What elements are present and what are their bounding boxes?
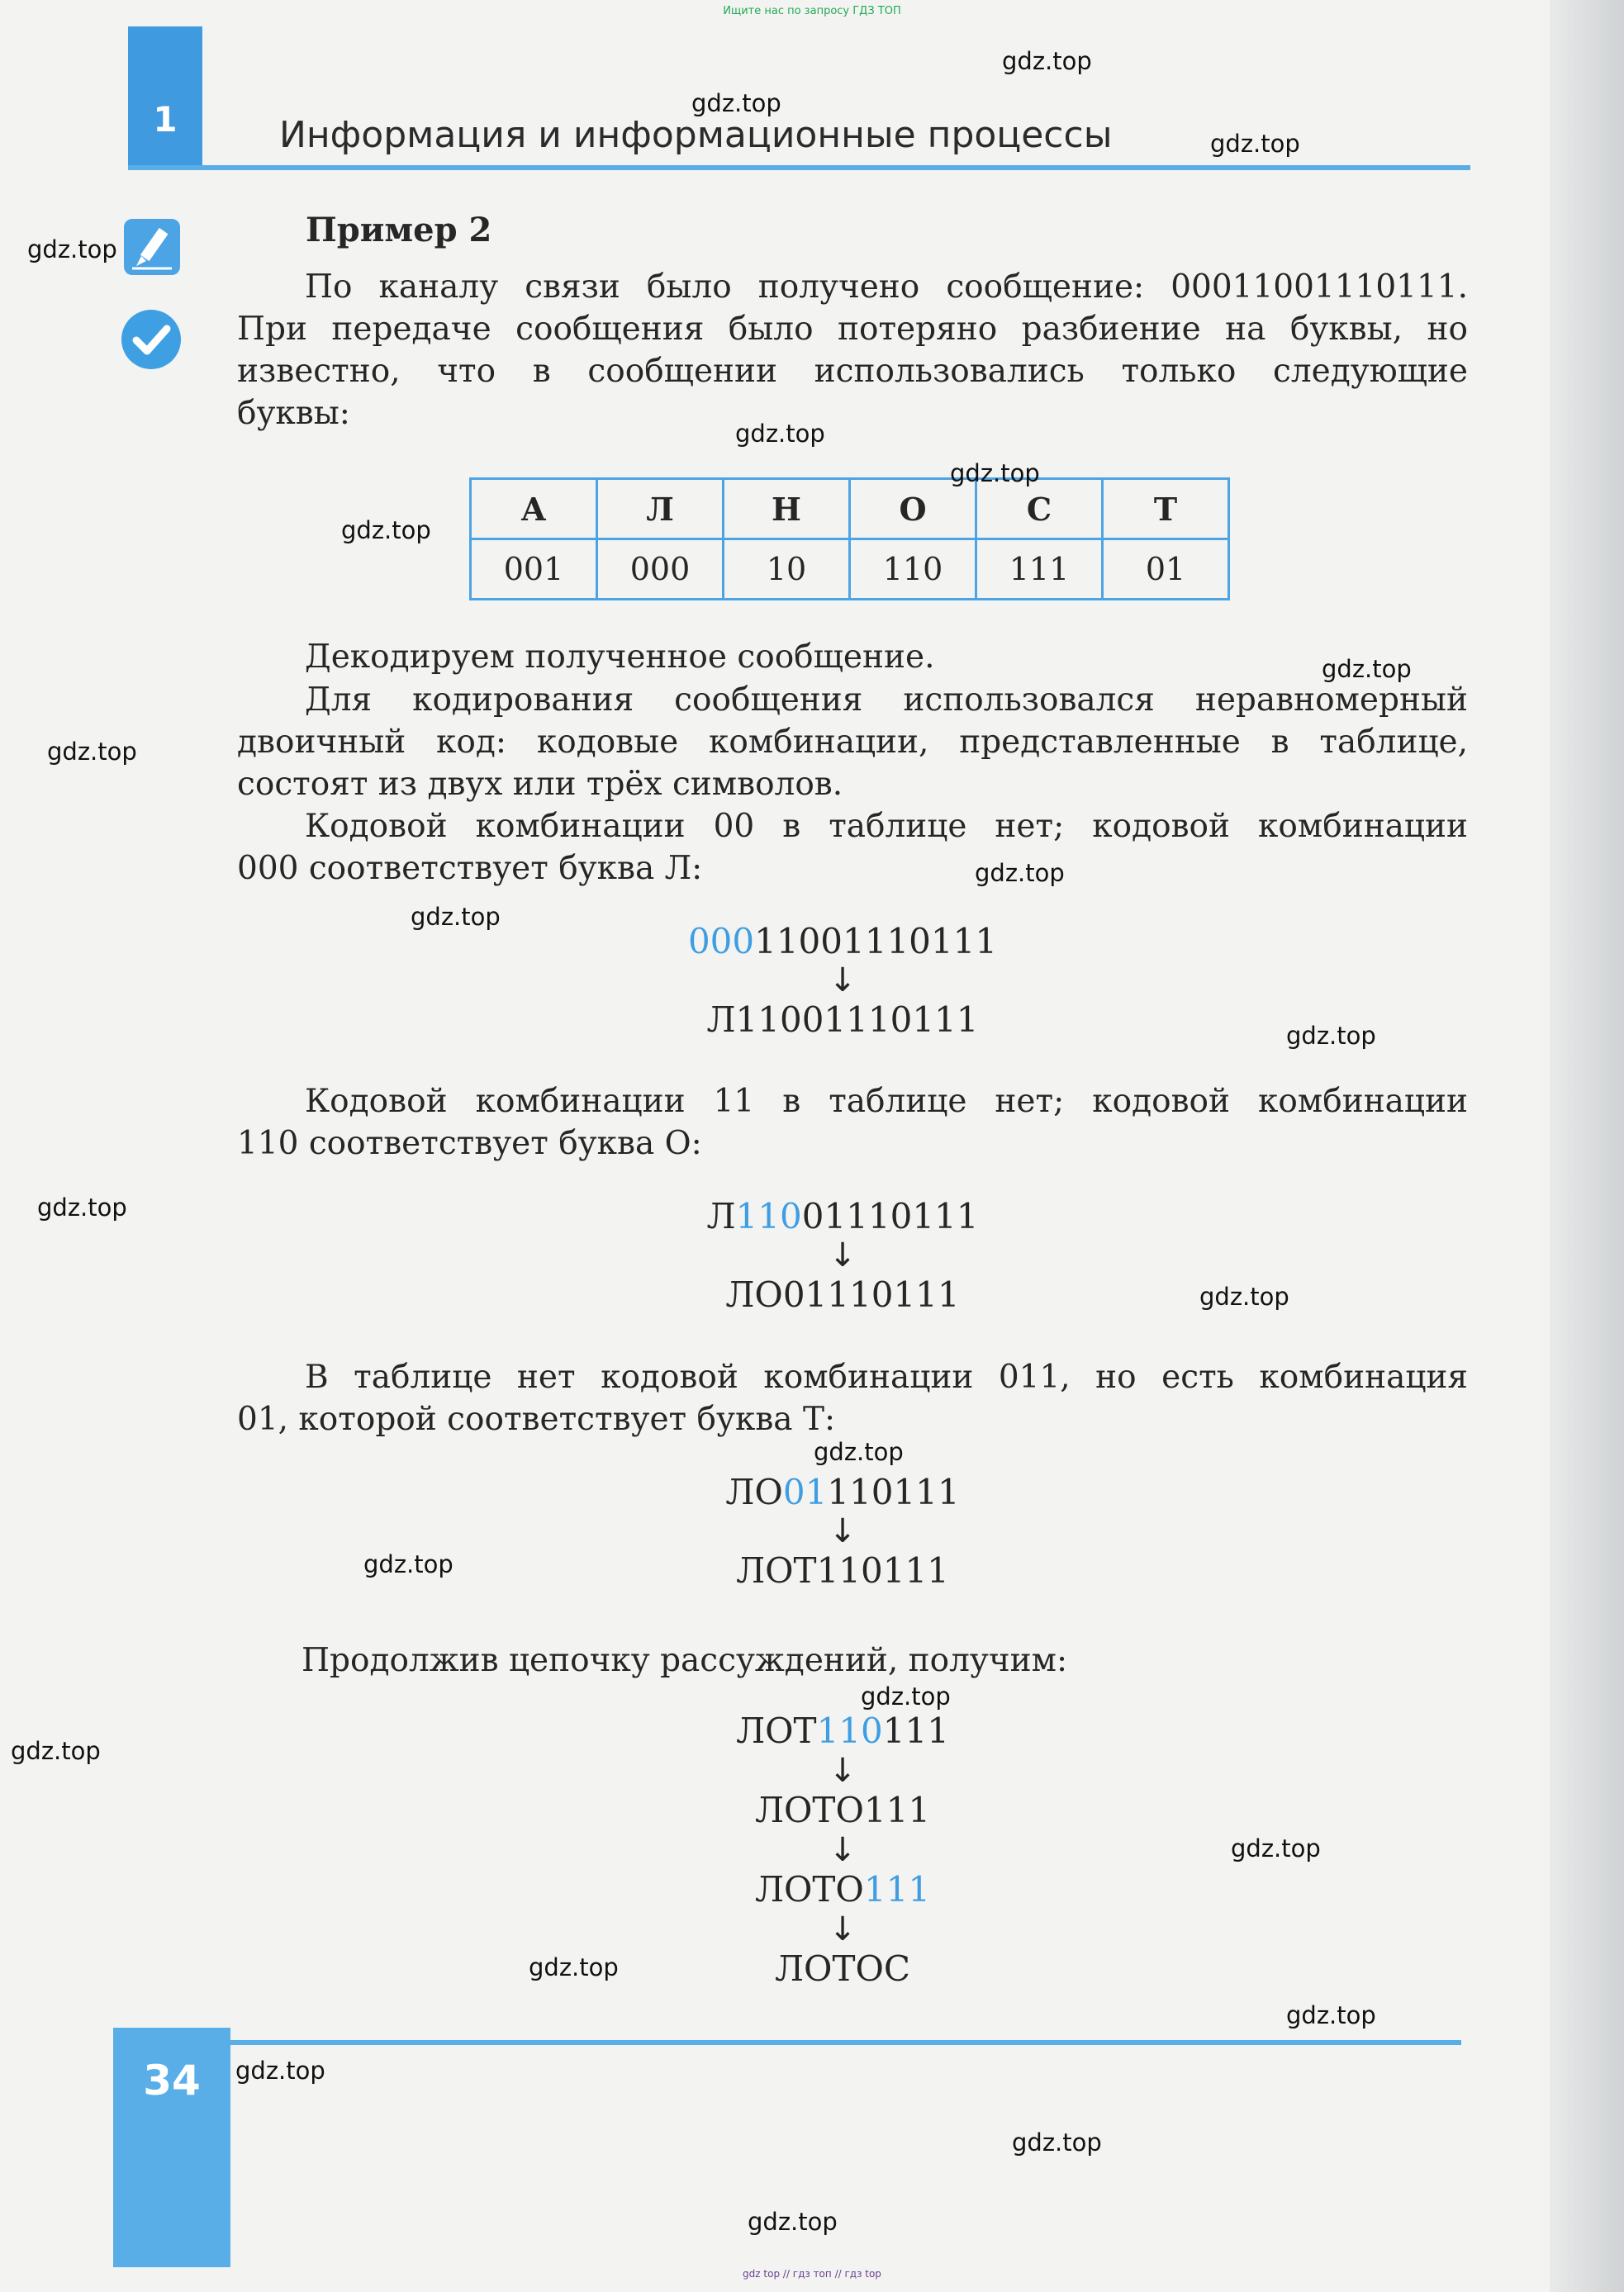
highlighted-code: 110 [816, 1711, 883, 1751]
para-line: Кодовой комбинации 00 в таблице нет; кодовой комбинации [305, 808, 1468, 845]
remaining-bits: 110111 [827, 1472, 960, 1512]
watermark: gdz.top [47, 738, 137, 766]
code-type-paragraph [237, 679, 1468, 805]
code-table-code: 111 [976, 539, 1103, 600]
step-source [653, 1196, 1033, 1236]
arrow-down-icon: ↓ [829, 1236, 857, 1274]
watermark: gdz.top [748, 2208, 838, 2236]
code-table-letter: Н [724, 479, 850, 539]
code-table-letter: А [471, 479, 597, 539]
highlighted-code: 000 [687, 921, 755, 961]
highlighted-code: 111 [863, 1869, 931, 1910]
watermark: gdz.top [950, 459, 1040, 487]
intro-paragraph [237, 266, 1468, 434]
code-table-code: 110 [850, 539, 976, 600]
decode-paragraph [237, 636, 1468, 678]
code-table-codes-row [471, 539, 1229, 600]
decoded-prefix: ЛОТ [736, 1711, 817, 1751]
para-line: 000 соответствует буква Л: [237, 850, 703, 887]
arrow-down-icon: ↓ [829, 1910, 857, 1948]
decoded-prefix: Л [706, 1196, 736, 1236]
final-word: ЛОТОС [774, 1948, 911, 1989]
page-number: 34 [143, 2057, 201, 2105]
step-source [653, 1711, 1033, 1751]
arrow-down-icon: ↓ [829, 1512, 857, 1550]
para-line: 01, которой соответствует буква Т: [237, 1401, 836, 1438]
para-line: Для кодирования сообщения использовался неравномерный [305, 681, 1468, 719]
decode-step-1 [653, 921, 1033, 1040]
step-source [653, 1472, 1033, 1512]
watermark: gdz.top [691, 89, 781, 117]
watermark: gdz.top [861, 1682, 951, 1711]
watermark: gdz.top [27, 235, 117, 263]
decoded-prefix: ЛО [725, 1472, 783, 1512]
watermark: gdz.top [1210, 130, 1300, 158]
code-table-code: 01 [1103, 539, 1229, 600]
code-table-letter: Л [597, 479, 724, 539]
step2-paragraph [237, 1080, 1468, 1165]
step3-paragraph [237, 1356, 1468, 1440]
para-line: состоят из двух или трёх символов. [237, 766, 843, 803]
watermark: gdz.top [529, 1953, 619, 1981]
watermark: gdz.top [1012, 2128, 1102, 2157]
watermark: gdz.top [975, 859, 1065, 887]
para-line: 110 соответствует буква О: [237, 1125, 702, 1162]
example-heading: Пример 2 [306, 211, 492, 249]
code-table [469, 477, 1230, 600]
watermark: gdz.top [37, 1193, 127, 1222]
watermark: gdz.top [363, 1550, 453, 1578]
page-edge-shadow [1550, 0, 1624, 2292]
code-table-letter: О [850, 479, 976, 539]
decode-step-4 [653, 1711, 1033, 1989]
watermark: gdz.top [235, 2057, 325, 2085]
intro-line: известно, что в сообщении использовались только следующие [237, 353, 1468, 390]
watermark: gdz.top [1322, 655, 1412, 683]
step-result: ЛО01110111 [725, 1274, 960, 1315]
step4-paragraph [237, 1640, 1468, 1682]
step-source [653, 1870, 1033, 1910]
watermark: gdz.top [814, 1438, 904, 1466]
decoded-prefix: ЛОТО [754, 1869, 864, 1910]
watermark: gdz.top [11, 1737, 101, 1765]
watermark: gdz.top [1286, 2001, 1376, 2029]
step1-paragraph [237, 805, 1468, 890]
watermark: gdz.top [1002, 47, 1092, 75]
decode-step-2 [653, 1196, 1033, 1315]
bottom-ad-text[interactable]: gdz top // гдз топ // гдз top [743, 2268, 881, 2280]
watermark: gdz.top [411, 903, 501, 931]
remaining-bits: 111 [882, 1711, 949, 1751]
watermark: gdz.top [735, 420, 825, 448]
remaining-bits: 11001110111 [754, 921, 998, 961]
code-table-letter: Т [1103, 479, 1229, 539]
step-result: Л11001110111 [706, 999, 979, 1040]
watermark: gdz.top [341, 516, 431, 544]
decode-step-3 [653, 1472, 1033, 1591]
intro-line: При передаче сообщения было потеряно разбиение на буквы, но [237, 311, 1468, 348]
arrow-down-icon: ↓ [829, 961, 857, 999]
check-icon [121, 310, 181, 369]
pencil-icon [124, 219, 180, 275]
code-table-code: 10 [724, 539, 850, 600]
watermark: gdz.top [1231, 1834, 1321, 1863]
step-result: ЛОТ110111 [736, 1550, 949, 1591]
code-table-letters-row [471, 479, 1229, 539]
top-ad-text[interactable]: Ищите нас по запросу ГДЗ ТОП [723, 5, 901, 17]
para-line: Декодируем полученное сообщение. [305, 638, 935, 676]
chapter-number: 1 [153, 99, 178, 140]
arrow-down-icon: ↓ [829, 1752, 857, 1790]
highlighted-code: 110 [735, 1196, 802, 1236]
intro-line: По каналу связи было получено сообщение: 00011001110111. [305, 268, 1468, 306]
watermark: gdz.top [1286, 1022, 1376, 1050]
remaining-bits: 01110111 [801, 1196, 979, 1236]
intro-line: буквы: [237, 395, 350, 432]
para-line: Продолжив цепочку рассуждений, получим: [302, 1642, 1068, 1679]
highlighted-code: 01 [782, 1472, 828, 1512]
step-result: ЛОТО111 [754, 1790, 931, 1830]
chapter-rule [128, 165, 1470, 170]
para-line: В таблице нет кодовой комбинации 011, но есть комбинация [305, 1359, 1468, 1396]
code-table-code: 000 [597, 539, 724, 600]
footer-rule [230, 2040, 1461, 2045]
chapter-title: Информация и информационные процессы [279, 114, 1113, 156]
watermark: gdz.top [1199, 1283, 1289, 1311]
chapter-tab [128, 26, 202, 165]
code-table-letter: С [976, 479, 1103, 539]
code-table-code: 001 [471, 539, 597, 600]
step-source [653, 921, 1033, 961]
arrow-down-icon: ↓ [829, 1831, 857, 1869]
para-line: Кодовой комбинации 11 в таблице нет; кодовой комбинации [305, 1083, 1468, 1120]
para-line: двоичный код: кодовые комбинации, представленные в таблице, [237, 724, 1468, 761]
